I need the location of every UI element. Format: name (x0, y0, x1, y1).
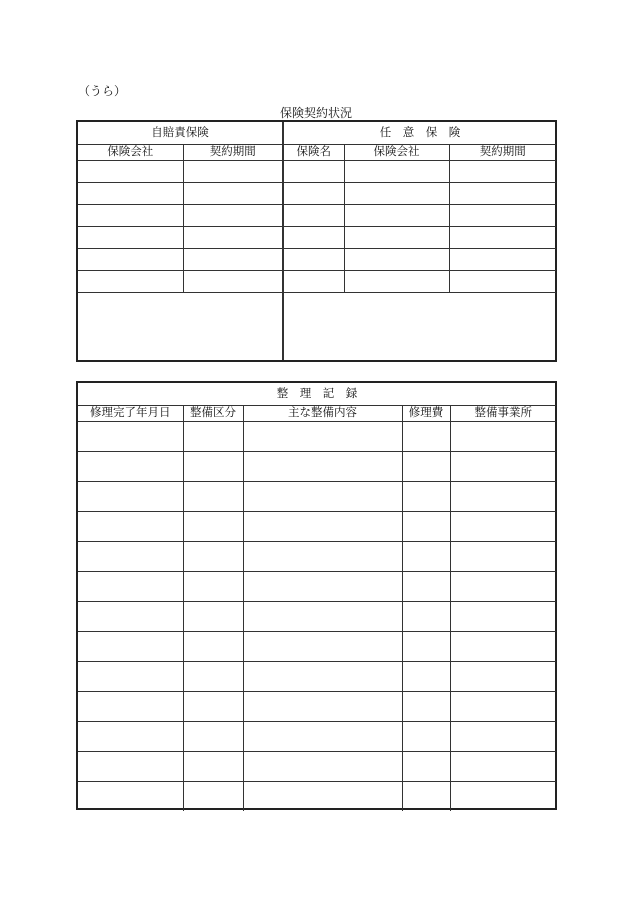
form-cell[interactable] (183, 204, 282, 226)
form-cell[interactable] (183, 781, 243, 811)
form-cell[interactable] (78, 204, 183, 226)
form-cell[interactable] (183, 691, 243, 721)
table-row (78, 751, 556, 781)
form-cell[interactable] (183, 226, 282, 248)
form-cell[interactable] (450, 751, 556, 781)
table-row (78, 721, 556, 751)
table-row (78, 571, 556, 601)
form-cell[interactable] (78, 248, 183, 270)
column-header-policy-name: 保険名 (284, 144, 344, 160)
table-row (78, 451, 556, 481)
form-cell[interactable] (284, 160, 344, 182)
form-cell[interactable] (449, 182, 556, 204)
form-cell[interactable] (344, 204, 449, 226)
form-cell[interactable] (449, 270, 556, 292)
table-row (284, 270, 556, 292)
table-row (284, 226, 556, 248)
form-cell[interactable] (183, 751, 243, 781)
form-cell[interactable] (243, 661, 402, 691)
form-cell[interactable] (78, 226, 183, 248)
form-cell[interactable] (78, 481, 183, 511)
form-cell[interactable] (78, 451, 183, 481)
form-cell[interactable] (402, 751, 450, 781)
form-cell[interactable] (450, 721, 556, 751)
table-row (78, 691, 556, 721)
form-cell[interactable] (183, 601, 243, 631)
voluntary-insurance-table (284, 122, 556, 356)
insurance-table-frame (76, 120, 557, 362)
notes-area[interactable] (284, 292, 556, 356)
column-header-category: 整備区分 (183, 405, 243, 421)
form-cell[interactable] (402, 721, 450, 751)
form-cell[interactable] (243, 631, 402, 661)
form-cell[interactable] (449, 160, 556, 182)
column-header-work-content: 主な整備内容 (243, 405, 402, 421)
form-cell[interactable] (449, 226, 556, 248)
form-cell[interactable] (78, 661, 183, 691)
table-row (78, 601, 556, 631)
table-row (78, 511, 556, 541)
form-cell[interactable] (284, 226, 344, 248)
table-row (78, 481, 556, 511)
maintenance-record-header: 整 理 記 録 (78, 383, 556, 405)
form-cell[interactable] (78, 751, 183, 781)
table-row (78, 781, 556, 811)
form-cell[interactable] (402, 451, 450, 481)
form-cell[interactable] (183, 721, 243, 751)
form-cell[interactable] (450, 541, 556, 571)
form-cell[interactable] (450, 781, 556, 811)
form-cell[interactable] (183, 511, 243, 541)
table-row (78, 541, 556, 571)
form-cell[interactable] (402, 541, 450, 571)
column-header-completion-date: 修理完了年月日 (78, 405, 183, 421)
form-cell[interactable] (78, 421, 183, 451)
form-cell[interactable] (344, 160, 449, 182)
form-cell[interactable] (243, 751, 402, 781)
form-cell[interactable] (449, 248, 556, 270)
form-cell[interactable] (243, 571, 402, 601)
compulsory-insurance-header: 自賠責保険 (78, 122, 282, 144)
form-cell[interactable] (78, 182, 183, 204)
form-cell[interactable] (449, 204, 556, 226)
form-cell[interactable] (183, 248, 282, 270)
form-cell[interactable] (243, 691, 402, 721)
form-cell[interactable] (402, 481, 450, 511)
form-cell[interactable] (183, 451, 243, 481)
notes-row (284, 292, 556, 356)
form-cell[interactable] (450, 451, 556, 481)
table-row (78, 182, 282, 204)
table-row (284, 248, 556, 270)
form-cell[interactable] (78, 631, 183, 661)
voluntary-insurance-header: 任 意 保 険 (284, 122, 556, 144)
compulsory-insurance-table (78, 122, 282, 356)
form-cell[interactable] (183, 182, 282, 204)
form-cell[interactable] (284, 270, 344, 292)
column-header-workshop: 整備事業所 (450, 405, 556, 421)
form-cell[interactable] (78, 691, 183, 721)
form-cell[interactable] (243, 601, 402, 631)
form-cell[interactable] (450, 481, 556, 511)
form-cell[interactable] (450, 631, 556, 661)
form-cell[interactable] (402, 421, 450, 451)
form-cell[interactable] (78, 601, 183, 631)
form-cell[interactable] (78, 571, 183, 601)
table-row (284, 204, 556, 226)
table-row (78, 248, 282, 270)
form-cell[interactable] (284, 248, 344, 270)
form-cell[interactable] (243, 421, 402, 451)
table-row (78, 631, 556, 661)
form-cell[interactable] (243, 541, 402, 571)
form-cell[interactable] (450, 511, 556, 541)
form-cell[interactable] (183, 661, 243, 691)
table-row (78, 226, 282, 248)
form-cell[interactable] (243, 721, 402, 751)
form-cell[interactable] (450, 421, 556, 451)
table-row (78, 661, 556, 691)
form-cell[interactable] (78, 511, 183, 541)
form-cell[interactable] (78, 270, 183, 292)
form-cell[interactable] (183, 160, 282, 182)
notes-row (78, 292, 282, 356)
form-cell[interactable] (344, 248, 449, 270)
column-header-period: 契約期間 (449, 144, 556, 160)
form-cell[interactable] (402, 691, 450, 721)
form-cell[interactable] (450, 601, 556, 631)
table-row (78, 204, 282, 226)
form-cell[interactable] (183, 270, 282, 292)
form-cell[interactable] (402, 511, 450, 541)
form-cell[interactable] (402, 661, 450, 691)
form-cell[interactable] (284, 182, 344, 204)
form-cell[interactable] (450, 691, 556, 721)
form-cell[interactable] (402, 631, 450, 661)
form-cell[interactable] (344, 226, 449, 248)
maintenance-table-frame (76, 381, 557, 810)
column-header-repair-cost: 修理費 (402, 405, 450, 421)
form-cell[interactable] (402, 781, 450, 811)
form-cell[interactable] (450, 571, 556, 601)
table-row (284, 160, 556, 182)
table-row (78, 421, 556, 451)
table-row (78, 270, 282, 292)
form-cell[interactable] (78, 541, 183, 571)
form-cell[interactable] (243, 481, 402, 511)
form-cell[interactable] (402, 601, 450, 631)
table-row (78, 160, 282, 182)
column-header-period: 契約期間 (183, 144, 282, 160)
form-cell[interactable] (78, 160, 183, 182)
form-cell[interactable] (344, 182, 449, 204)
maintenance-record-table (78, 383, 556, 811)
form-cell[interactable] (344, 270, 449, 292)
page-side-label: （うら） (78, 84, 127, 98)
form-cell[interactable] (402, 571, 450, 601)
form-cell[interactable] (183, 421, 243, 451)
form-cell[interactable] (183, 571, 243, 601)
form-cell[interactable] (243, 781, 402, 811)
table-row (284, 182, 556, 204)
form-cell[interactable] (78, 721, 183, 751)
form-cell[interactable] (243, 511, 402, 541)
notes-area[interactable] (78, 292, 282, 356)
insurance-section-title: 保険契約状況 (279, 106, 352, 120)
column-header-insurer: 保険会社 (344, 144, 449, 160)
column-header-insurer: 保険会社 (78, 144, 183, 160)
form-cell[interactable] (284, 204, 344, 226)
form-cell[interactable] (243, 451, 402, 481)
form-cell[interactable] (78, 781, 183, 811)
form-cell[interactable] (450, 661, 556, 691)
form-cell[interactable] (183, 481, 243, 511)
form-cell[interactable] (183, 631, 243, 661)
form-cell[interactable] (183, 541, 243, 571)
